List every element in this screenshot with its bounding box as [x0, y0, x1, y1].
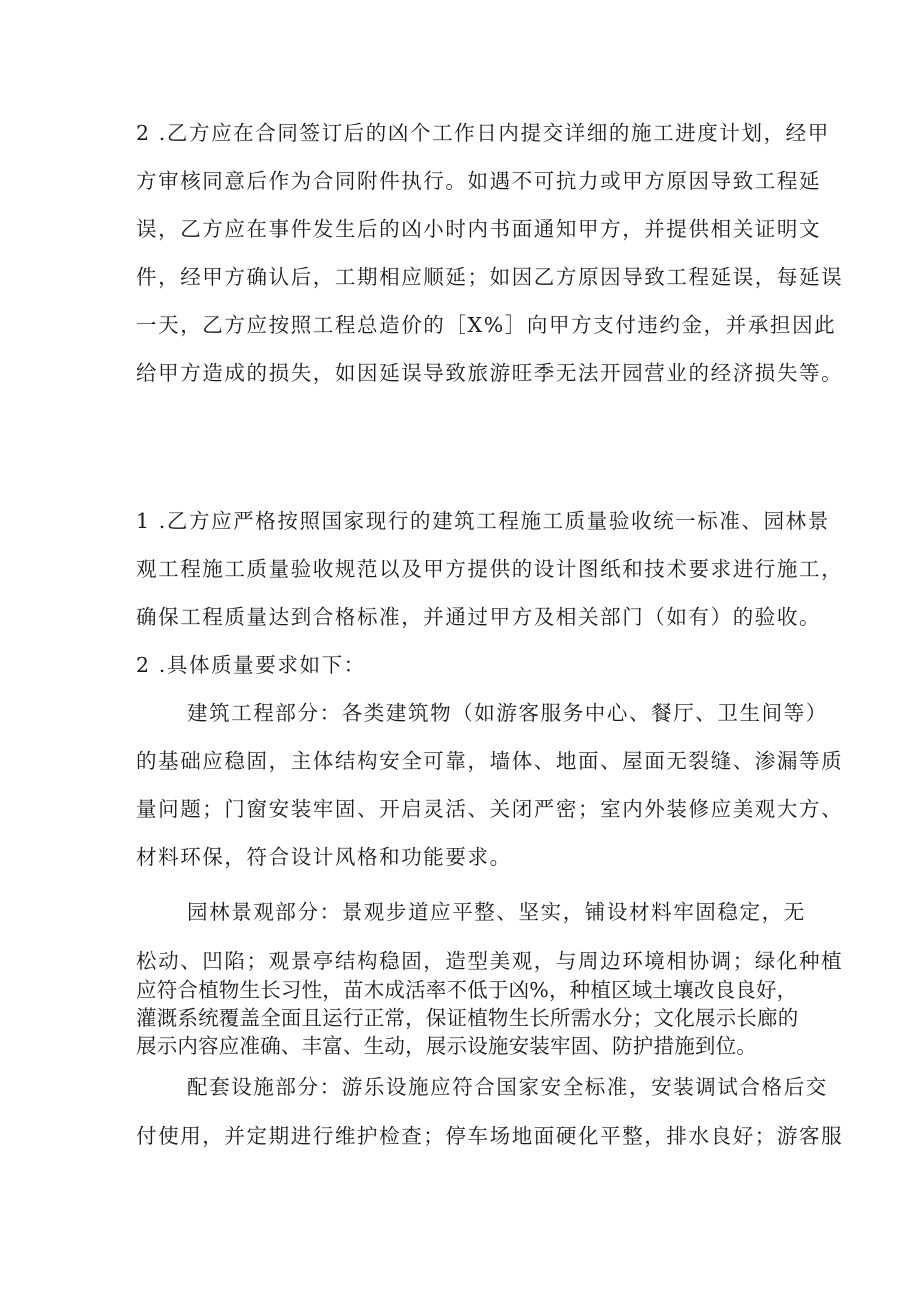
paragraph-line: 确保工程质量达到合格标准，并通过甲方及相关部门（如有）的验收。: [136, 605, 822, 629]
paragraph-line: 付使用，并定期进行维护检查；停车场地面硬化平整，排水良好；游客服: [136, 1124, 844, 1148]
paragraph-line: 观工程施工质量验收规范以及甲方提供的设计图纸和技术要求进行施工，: [136, 557, 844, 581]
paragraph-line: 量问题；门窗安装牢固、开启灵活、关闭严密；室内外装修应美观大方、: [136, 797, 844, 821]
paragraph-line: 误，乙方应在事件发生后的凶小时内书面通知甲方，并提供相关证明文: [136, 217, 822, 241]
paragraph-line: 2 .乙方应在合同签订后的凶个工作日内提交详细的施工进度计划，经甲: [136, 121, 830, 145]
paragraph-line: 灌溉系统覆盖全面且运行正常，保证植物生长所需水分；文化展示长廊的: [136, 1006, 799, 1030]
paragraph-line: 2 .具体质量要求如下：: [136, 653, 366, 677]
paragraph-line: 松动、凹陷；观景亭结构稳固，造型美观，与周边环境相协调；绿化种植: [136, 949, 844, 973]
paragraph-line: 给甲方造成的损失，如因延误导致旅游旺季无法开园营业的经济损失等。: [136, 361, 844, 385]
paragraph-line: 展示内容应准确、丰富、生动，展示设施安装牢固、防护措施到位。: [136, 1034, 757, 1058]
paragraph-line: 材料环保，符合设计风格和功能要求。: [136, 845, 512, 869]
paragraph-line: 园林景观部分：景观步道应平整、坚实，铺设材料牢固稳定，无: [187, 900, 806, 924]
paragraph-line: 一天，乙方应按照工程总造价的［X%］向甲方支付违约金，并承担因此: [136, 313, 837, 337]
paragraph-line: 方审核同意后作为合同附件执行。如遇不可抗力或甲方原因导致工程延: [136, 169, 822, 193]
paragraph-line: 建筑工程部分：各类建筑物（如游客服务中心、餐厅、卫生间等）: [187, 701, 828, 725]
paragraph-line: 的基础应稳固，主体结构安全可靠，墙体、地面、屋面无裂缝、渗漏等质: [136, 749, 844, 773]
paragraph-line: 1 .乙方应严格按照国家现行的建筑工程施工质量验收统一标准、园林景: [136, 509, 830, 533]
paragraph-line: 应符合植物生长习性，苗木成活率不低于凶%，种植区域土壤改良良好，: [136, 978, 798, 1002]
paragraph-line: 配套设施部分：游乐设施应符合国家安全标准，安装调试合格后交: [187, 1075, 828, 1099]
paragraph-line: 件，经甲方确认后，工期相应顺延；如因乙方原因导致工程延误，每延误: [136, 265, 844, 289]
